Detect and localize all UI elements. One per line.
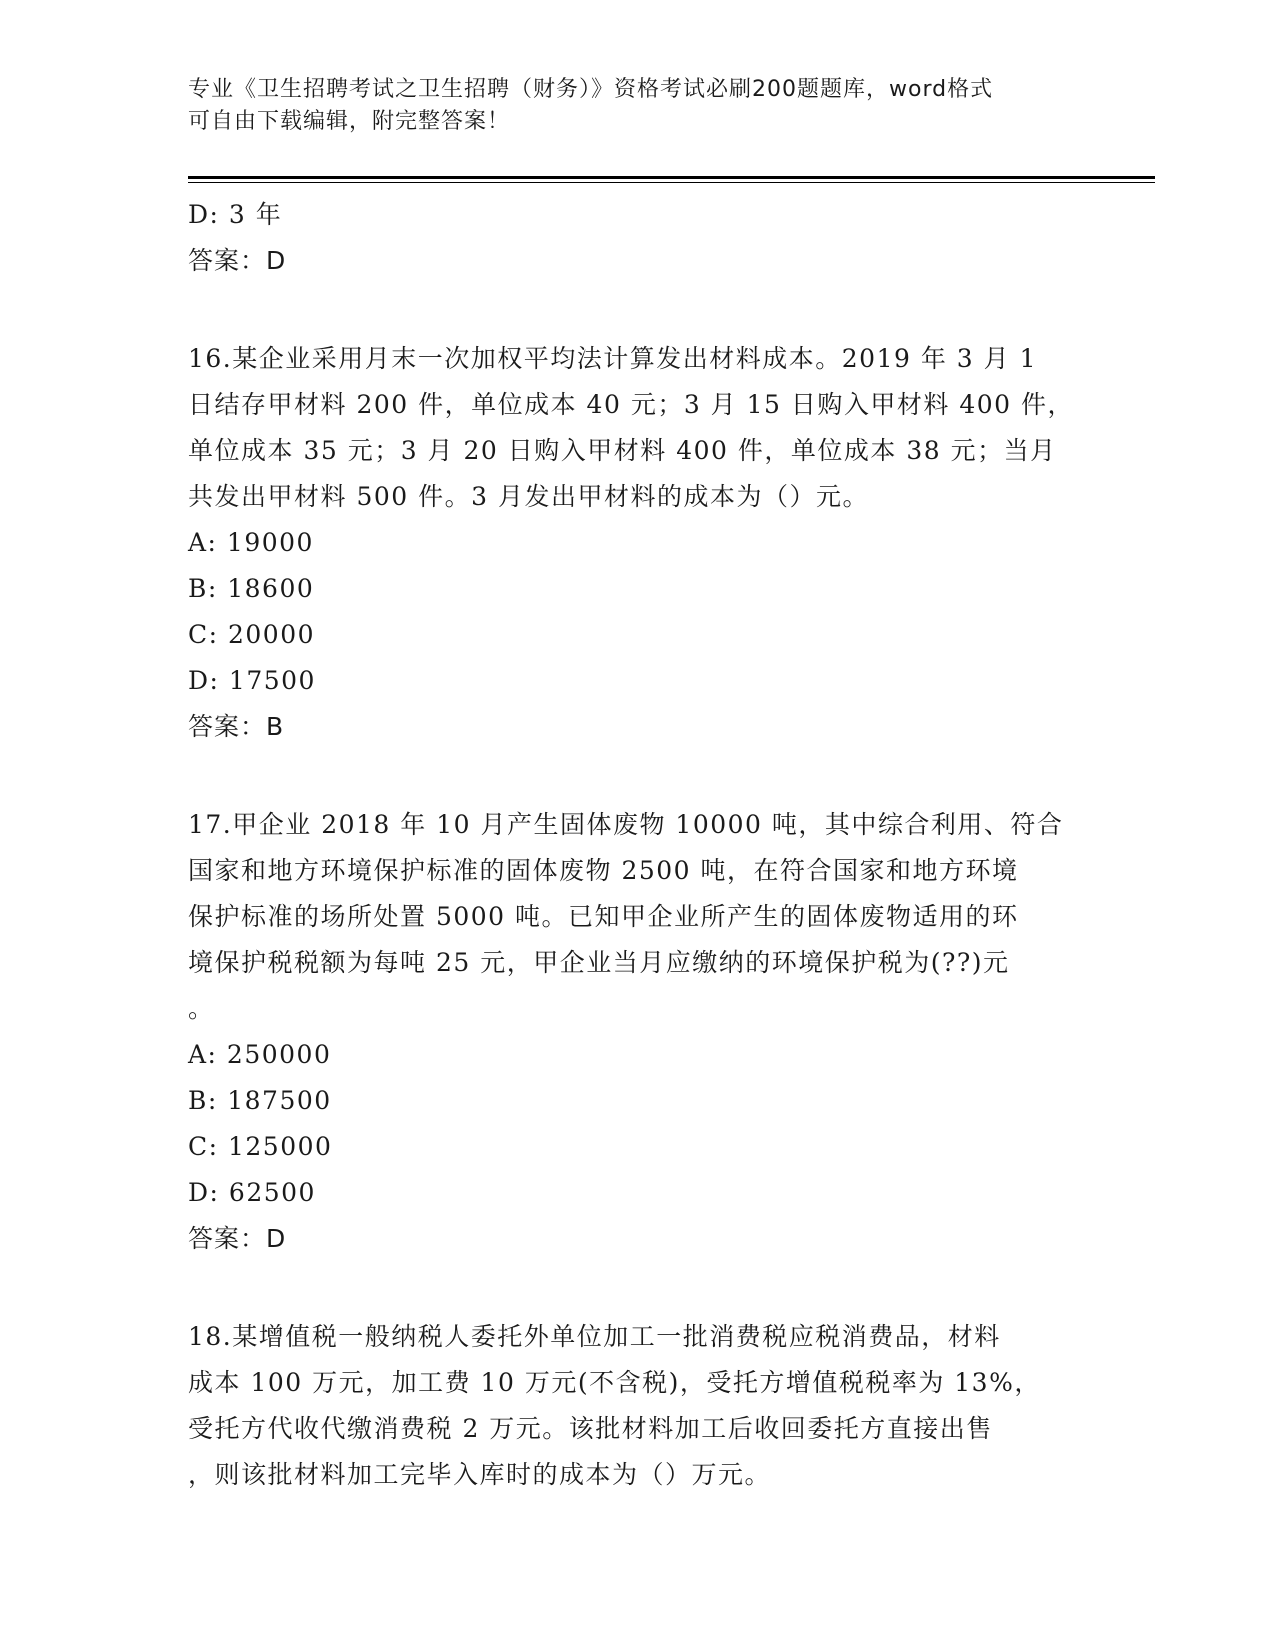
question-line: 国家和地方环境保护标准的固体废物 2500 吨，在符合国家和地方环境 <box>188 856 1019 885</box>
header-line: 专业《卫生招聘考试之卫生招聘（财务）》资格考试必刷200题题库，word格式 <box>188 77 994 102</box>
option-c: C: 20000 <box>188 620 316 649</box>
question-line: 18.某增值税一般纳税人委托外单位加工一批消费税应税消费品，材料 <box>188 1322 1001 1351</box>
option-a: A: 250000 <box>188 1040 332 1069</box>
option-d: D: 62500 <box>188 1178 316 1207</box>
document-body <box>188 192 1088 1498</box>
question-line: 。 <box>188 994 215 1023</box>
question-line: 保护标准的场所处置 5000 吨。已知甲企业所产生的固体废物适用的环 <box>188 902 1019 931</box>
header-divider-thin <box>188 182 1155 183</box>
question-line: 日结存甲材料 200 件，单位成本 40 元；3 月 15 日购入甲材料 400 件， <box>188 390 1074 419</box>
question-18 <box>188 1314 1088 1498</box>
header-line: 可自由下载编辑，附完整答案！ <box>188 109 511 134</box>
option-a: A: 19000 <box>188 528 314 557</box>
question-line: 受托方代收代缴消费税 2 万元。该批材料加工后收回委托方直接出售 <box>188 1414 993 1443</box>
option-d: D: 3 年 <box>188 200 283 229</box>
question-line: 单位成本 35 元；3 月 20 日购入甲材料 400 件，单位成本 38 元；当月 <box>188 436 1057 465</box>
answer-line: 答案：B <box>188 712 285 741</box>
question-line: 16.某企业采用月末一次加权平均法计算发出材料成本。2019 年 3 月 1 <box>188 344 1037 373</box>
document-header <box>188 74 1068 138</box>
option-b: B: 187500 <box>188 1086 332 1115</box>
question-line: 共发出甲材料 500 件。3 月发出甲材料的成本为（）元。 <box>188 482 869 511</box>
question-text <box>188 336 1088 520</box>
question-line: 境保护税税额为每吨 25 元，甲企业当月应缴纳的环境保护税为(??)元 <box>188 948 1010 977</box>
question-line: 17.甲企业 2018 年 10 月产生固体废物 10000 吨，其中综合利用、符合 <box>188 810 1064 839</box>
question-line: ，则该批材料加工完毕入库时的成本为（）万元。 <box>188 1460 772 1489</box>
question-text <box>188 1314 1088 1498</box>
question-line: 成本 100 万元，加工费 10 万元(不含税)，受托方增值税税率为 13%， <box>188 1368 1041 1397</box>
answer-line: 答案：D <box>188 246 287 275</box>
answer-line: 答案：D <box>188 1224 287 1253</box>
option-b: B: 18600 <box>188 574 315 603</box>
option-d: D: 17500 <box>188 666 316 695</box>
option-c: C: 125000 <box>188 1132 333 1161</box>
previous-question-tail <box>188 192 1088 284</box>
header-divider-thick <box>188 176 1155 179</box>
question-17 <box>188 802 1088 1262</box>
question-16 <box>188 336 1088 750</box>
question-text <box>188 802 1088 1032</box>
